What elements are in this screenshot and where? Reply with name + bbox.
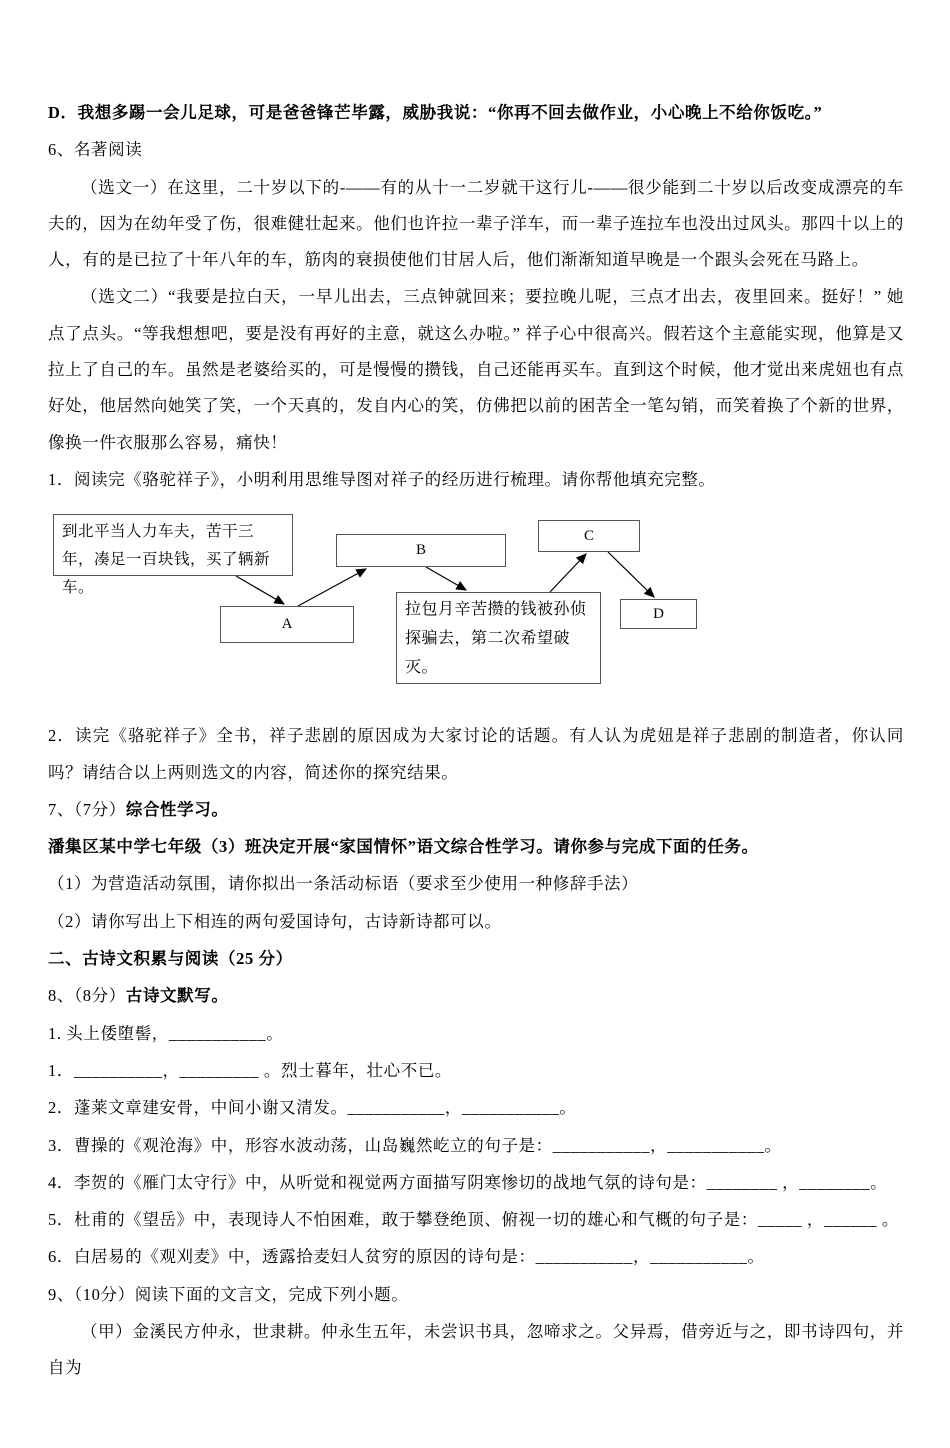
section-9-title: 9、（10分）阅读下面的文言文，完成下列小题。 xyxy=(48,1284,409,1304)
section-7-label: 综合性学习。 xyxy=(125,799,229,819)
flow-box-start: 到北平当人力车夫，苦干三年，凑足一百块钱，买了辆新车。 xyxy=(53,514,293,576)
flow-box-c: C xyxy=(538,520,640,552)
flow-box-b: B xyxy=(336,534,506,567)
dictation-blank-line: 6．白居易的《观刈麦》中，透露拾麦妇人贫穷的原因的诗句是：___________，___________。 xyxy=(48,1247,765,1267)
dictation-blank-line: 2．蓬莱文章建安骨，中间小谢又清发。___________，___________。 xyxy=(48,1098,577,1118)
dictation-blank-line: 4．李贺的《雁门太守行》中，从听觉和视觉两方面描写阴寒惨切的战地气氛的诗句是：________ ，________。 xyxy=(48,1172,888,1192)
section-6-title: 6、名著阅读 xyxy=(48,140,143,160)
flow-box-a: A xyxy=(220,606,354,643)
dictation-blank-line: 3．曹操的《观沧海》中，形容水波动荡，山岛巍然屹立的句子是：___________，___________。 xyxy=(48,1135,782,1155)
question-1: 1．阅读完《骆驼祥子》，小明利用思维导图对祥子的经历进行梳理。请你帮他填充完整。 xyxy=(48,469,716,489)
flow-box-swindled: 拉包月辛苦攒的钱被孙侦探骗去，第二次希望破灭。 xyxy=(396,592,601,684)
mind-map-diagram xyxy=(48,506,904,704)
section-two-title: 二、古诗文积累与阅读（25 分） xyxy=(48,949,293,969)
task-1: （1）为营造活动氛围，请你拟出一条活动标语（要求至少使用一种修辞手法） xyxy=(48,874,639,894)
section-8-number: 8、（8分） xyxy=(48,986,126,1006)
section-8-label: 古诗文默写。 xyxy=(125,986,229,1006)
section-7-number: 7、（7分） xyxy=(48,799,126,819)
excerpt-2: （选文二）“我要是拉白天，一早儿出去，三点钟就回来；要拉晚儿呢，三点才出去，夜里回来。挺好！” 她点了点头。“等我想想吧，要是没有再好的主意，就这么办啦。” 祥子心中很高兴。假若这个主意能实现，他算是又拉上了自己的车。虽然是老婆给买的，可是慢慢的攒钱，自己还能再买车。直到这个时候，他才觉出来虎妞也有点好处，他居然向她笑了笑，一个天真的，发自内心的笑，仿佛把以前的困苦全一笔勾销，而笑着换了个新的世界，像换一件衣服那么容易，痛快！ xyxy=(48,287,904,452)
choice-item-d: D．我想多踢一会儿足球，可是爸爸锋芒毕露，威胁我说：“你再不回去做作业，小心晚上不给你饭吃。” xyxy=(48,103,823,122)
section-8-title xyxy=(48,978,904,1014)
dictation-blank-line: 1．__________，_________ 。烈士暮年，壮心不已。 xyxy=(48,1060,453,1080)
question-2: 2．读完《骆驼祥子》全书，祥子悲剧的原因成为大家讨论的话题。有人认为虎妞是祥子悲剧的制造者，你认同吗？请结合以上两则选文的内容，简述你的探究结果。 xyxy=(48,726,904,782)
flow-box-d: D xyxy=(620,599,697,629)
classical-text-jia: （甲）金溪民方仲永，世隶耕。仲永生五年，未尝识书具，忽啼求之。父异焉，借旁近与之，即书诗四句，并自为 xyxy=(48,1322,904,1378)
section-7-title xyxy=(48,792,904,828)
activity-intro: 潘集区某中学七年级（3）班决定开展“家国情怀”语文综合性学习。请你参与完成下面的任务。 xyxy=(48,837,759,857)
dictation-blank-line: 5．杜甫的《望岳》中，表现诗人不怕困难，敢于攀登绝顶、俯视一切的雄心和气概的句子是：_____ ，______ 。 xyxy=(48,1210,899,1230)
task-2: （2）请你写出上下相连的两句爱国诗句，古诗新诗都可以。 xyxy=(48,911,502,931)
excerpt-1: （选文一）在这里，二十岁以下的-——有的从十一二岁就干这行儿-——很少能到二十岁以后改变成漂亮的车夫的，因为在幼年受了伤，很难健壮起来。他们也许拉一辈子洋车，而一辈子连拉车也没出过风头。那四十以上的人，有的是已拉了十年八年的车，筋肉的衰损使他们甘居人后，他们渐渐知道早晚是一个跟头会死在马路上。 xyxy=(48,177,904,270)
dictation-blank-line: 1. 头上倭堕髻，___________。 xyxy=(48,1023,284,1043)
